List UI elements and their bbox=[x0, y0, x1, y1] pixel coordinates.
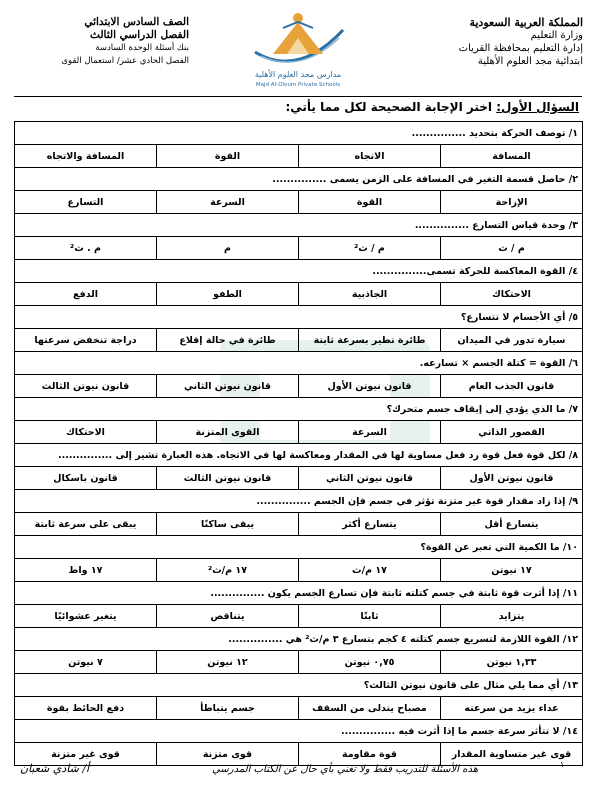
page-number: ١ bbox=[560, 760, 565, 769]
answer-option[interactable]: الجاذبية bbox=[299, 283, 441, 306]
question-row bbox=[15, 260, 583, 283]
section-title: السؤال الأول: bbox=[496, 100, 579, 114]
question-text: ١٤/ لا تتأثر سرعة جسم ما إذا أثرت فيه ............... bbox=[15, 720, 583, 743]
answer-option[interactable]: القوة bbox=[157, 145, 299, 168]
answer-option[interactable]: طائرة تطير بسرعة ثابتة bbox=[299, 329, 441, 352]
answer-option[interactable]: السرعة bbox=[299, 421, 441, 444]
school-logo bbox=[243, 8, 353, 92]
answer-option[interactable]: قانون نيوتن الثالث bbox=[15, 375, 157, 398]
answer-option[interactable]: يتغير عشوائيًا bbox=[15, 605, 157, 628]
options-row bbox=[15, 145, 583, 168]
answer-option[interactable]: سيارة تدور في الميدان bbox=[441, 329, 583, 352]
answer-option[interactable]: القوى المتزنة bbox=[157, 421, 299, 444]
header-grade: الصف السادس الابتدائي bbox=[84, 16, 189, 28]
header-ministry: وزارة التعليم bbox=[530, 30, 583, 41]
answer-option[interactable]: عداء يزيد من سرعته bbox=[441, 697, 583, 720]
answer-option[interactable]: يتزايد bbox=[441, 605, 583, 628]
answer-option[interactable]: قوى متزنة bbox=[157, 743, 299, 766]
question-row bbox=[15, 582, 583, 605]
answer-option[interactable]: م / ث² bbox=[299, 237, 441, 260]
question-text: ١٣/ أي مما يلي مثال على قانون نيوتن الثالث؟ bbox=[15, 674, 583, 697]
answer-option[interactable]: ١٧ نيوتن bbox=[441, 559, 583, 582]
options-row bbox=[15, 283, 583, 306]
answer-option[interactable]: دراجة تنخفض سرعتها bbox=[15, 329, 157, 352]
answer-option[interactable]: القصور الذاتي bbox=[441, 421, 583, 444]
answer-option[interactable]: الاحتكاك bbox=[15, 421, 157, 444]
logo-english-text: Majd Al-Oloum Private Schools bbox=[255, 82, 341, 88]
options-row bbox=[15, 421, 583, 444]
section-heading bbox=[285, 100, 579, 114]
answer-option[interactable]: قانون باسكال bbox=[15, 467, 157, 490]
questions-body bbox=[15, 122, 583, 766]
question-text: ١٠/ ما الكمية التي تعبر عن القوة؟ bbox=[15, 536, 583, 559]
answer-option[interactable]: ١٧ م/ث² bbox=[157, 559, 299, 582]
question-row bbox=[15, 168, 583, 191]
answer-option[interactable]: الدفع bbox=[15, 283, 157, 306]
answer-option[interactable]: طائرة في حالة إقلاع bbox=[157, 329, 299, 352]
answer-option[interactable]: قانون نيوتن الأول bbox=[441, 467, 583, 490]
question-text: ١/ توصف الحركة بتحديد ............... bbox=[15, 122, 583, 145]
question-text: ٨/ لكل قوة فعل قوة رد فعل مساوية لها في المقدار ومعاكسة لها في الاتجاه. هذه العبارة تشير إلى ............... bbox=[15, 444, 583, 467]
answer-option[interactable]: ١٧ واط bbox=[15, 559, 157, 582]
question-text: ٦/ القوة = كتلة الجسم × تسارعه. bbox=[15, 352, 583, 375]
answer-option[interactable]: ١٧ م/ث bbox=[299, 559, 441, 582]
answer-option[interactable]: القوة bbox=[299, 191, 441, 214]
answer-option[interactable]: الاتجاه bbox=[299, 145, 441, 168]
answer-option[interactable]: يتناقص bbox=[157, 605, 299, 628]
question-text: ١١/ إذا أثرت قوة ثابتة في جسم كتلته ثابتة فإن تسارع الجسم يكون ............... bbox=[15, 582, 583, 605]
question-row bbox=[15, 536, 583, 559]
options-row bbox=[15, 375, 583, 398]
question-text: ٢/ حاصل قسمة التغير في المسافة على الزمن يسمى ............... bbox=[15, 168, 583, 191]
answer-option[interactable]: قانون نيوتن الأول bbox=[299, 375, 441, 398]
answer-option[interactable]: مصباح يتدلى من السقف bbox=[299, 697, 441, 720]
question-row bbox=[15, 720, 583, 743]
question-text: ٤/ القوة المعاكسة للحركة تسمى............... bbox=[15, 260, 583, 283]
answer-option[interactable]: المسافة bbox=[441, 145, 583, 168]
header-unit: بنك أسئلة الوحدة السادسة bbox=[95, 43, 189, 53]
questions-table bbox=[14, 121, 583, 766]
question-row bbox=[15, 674, 583, 697]
answer-option[interactable]: الاحتكاك bbox=[441, 283, 583, 306]
answer-option[interactable]: يبقى ساكنًا bbox=[157, 513, 299, 536]
answer-option[interactable]: يتسارع أقل bbox=[441, 513, 583, 536]
section-subtitle: اختر الإجابة الصحيحة لكل مما يأتي: bbox=[285, 100, 493, 114]
answer-option[interactable]: ١٢ نيوتن bbox=[157, 651, 299, 674]
answer-option[interactable]: دفع الحائط بقوة bbox=[15, 697, 157, 720]
question-row bbox=[15, 306, 583, 329]
header-administration: إدارة التعليم بمحافظة القريات bbox=[458, 43, 583, 54]
answer-option[interactable]: قوى غير متساوية المقدار bbox=[441, 743, 583, 766]
answer-option[interactable]: الطفو bbox=[157, 283, 299, 306]
question-row bbox=[15, 352, 583, 375]
answer-option[interactable]: قوى غير متزنة bbox=[15, 743, 157, 766]
header-right-block bbox=[403, 16, 583, 68]
options-row bbox=[15, 697, 583, 720]
options-row bbox=[15, 237, 583, 260]
answer-option[interactable]: الإزاحة bbox=[441, 191, 583, 214]
answer-option[interactable]: يتسارع أكثر bbox=[299, 513, 441, 536]
question-text: ٩/ إذا زاد مقدار قوة غير متزنة تؤثر في جسم فإن الجسم ............... bbox=[15, 490, 583, 513]
answer-option[interactable]: ٠,٧٥ نيوتن bbox=[299, 651, 441, 674]
question-text: ٧/ ما الذي يؤدي إلى إيقاف جسم متحرك؟ bbox=[15, 398, 583, 421]
answer-option[interactable]: م . ث² bbox=[15, 237, 157, 260]
question-row bbox=[15, 122, 583, 145]
header-term: الفصل الدراسي الثالث bbox=[90, 29, 189, 41]
answer-option[interactable]: ١,٣٣ نيوتن bbox=[441, 651, 583, 674]
question-text: ٣/ وحدة قياس التسارع ............... bbox=[15, 214, 583, 237]
question-row bbox=[15, 490, 583, 513]
school-logo-icon bbox=[243, 8, 353, 72]
footer-note: هذه الأسئلة للتدريب فقط ولا تغني بأي حال عن الكتاب المدرسي bbox=[212, 764, 478, 775]
answer-option[interactable]: ثابتًا bbox=[299, 605, 441, 628]
answer-option[interactable]: قانون الجذب العام bbox=[441, 375, 583, 398]
options-row bbox=[15, 605, 583, 628]
answer-option[interactable]: يبقى على سرعة ثابتة bbox=[15, 513, 157, 536]
answer-option[interactable]: قانون نيوتن الثالث bbox=[157, 467, 299, 490]
header-divider bbox=[14, 96, 582, 97]
options-row bbox=[15, 467, 583, 490]
header-chapter: الفصل الحادي عشر/ استعمال القوى bbox=[61, 56, 189, 66]
answer-option[interactable]: التسارع bbox=[15, 191, 157, 214]
options-row bbox=[15, 329, 583, 352]
header-kingdom: المملكة العربية السعودية bbox=[469, 16, 583, 29]
answer-option[interactable]: جسم يتباطأ bbox=[157, 697, 299, 720]
answer-option[interactable]: قوة مقاومة bbox=[299, 743, 441, 766]
options-row bbox=[15, 513, 583, 536]
question-row bbox=[15, 214, 583, 237]
answer-option[interactable]: م / ث bbox=[441, 237, 583, 260]
question-row bbox=[15, 628, 583, 651]
answer-option[interactable]: ٧ نيوتن bbox=[15, 651, 157, 674]
question-text: ٥/ أي الأجسام لا تتسارع؟ bbox=[15, 306, 583, 329]
header-left-block bbox=[14, 16, 189, 68]
answer-option[interactable]: السرعة bbox=[157, 191, 299, 214]
options-row bbox=[15, 559, 583, 582]
answer-option[interactable]: م bbox=[157, 237, 299, 260]
answer-option[interactable]: قانون نيوتن الثاني bbox=[157, 375, 299, 398]
options-row bbox=[15, 191, 583, 214]
header-school: ابتدائية مجد العلوم الأهلية bbox=[477, 56, 583, 67]
teacher-signature: أ/ شادي شعبان bbox=[20, 762, 90, 775]
question-row bbox=[15, 398, 583, 421]
options-row bbox=[15, 651, 583, 674]
question-text: ١٢/ القوة اللازمة لتسريع جسم كتلته ٤ كجم بتسارع ٣ م/ث² هي ............... bbox=[15, 628, 583, 651]
logo-arabic-text: مدارس مجد العلوم الأهلية bbox=[254, 70, 342, 79]
answer-option[interactable]: المسافة والاتجاه bbox=[15, 145, 157, 168]
answer-option[interactable]: قانون نيوتن الثاني bbox=[299, 467, 441, 490]
question-row bbox=[15, 444, 583, 467]
